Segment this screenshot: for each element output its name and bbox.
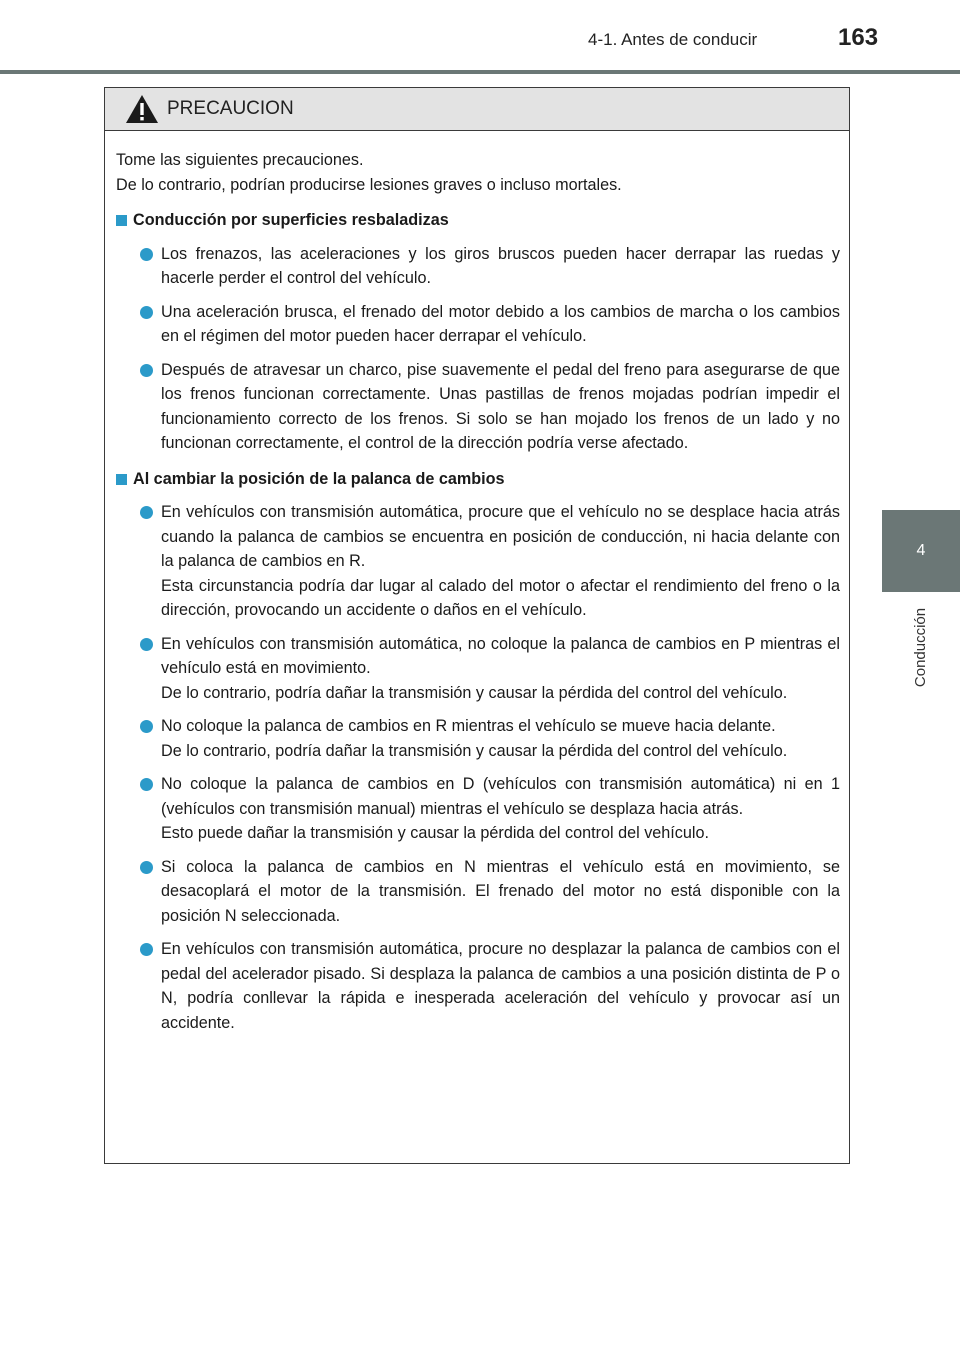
chapter-number: 4 <box>916 542 926 559</box>
bullet-paragraph: No coloque la palanca de cambios en D (vehículos con transmisión automática) ni en 1 (vehículos con transmisión manual) mientras el vehículo se desplaza hacia atrás. <box>161 775 840 818</box>
section-heading <box>116 208 840 233</box>
bullet-text <box>161 772 840 846</box>
bullet-text <box>161 855 840 929</box>
section-heading <box>116 467 840 492</box>
dot-bullet-icon <box>140 778 153 791</box>
dot-bullet-icon <box>140 861 153 874</box>
bullet-paragraph: Si coloca la palanca de cambios en N mientras el vehículo está en movimiento, se desacoplará el motor de la transmisión. El frenado del motor no está disponible con la posición N seleccionada. <box>161 857 840 925</box>
bullet-text <box>161 358 840 456</box>
dot-bullet-icon <box>140 638 153 651</box>
chapter-tab <box>882 510 960 592</box>
bullet-paragraph: Una aceleración brusca, el frenado del motor debido a los cambios de marcha o los cambios en el régimen del motor pueden hacer derrapar el vehículo. <box>161 302 840 345</box>
bullet-paragraph: Los frenazos, las aceleraciones y los giros bruscos pueden hacer derrapar las ruedas y hacerle perder el control del vehículo. <box>161 244 840 287</box>
caution-intro <box>116 148 840 197</box>
caution-sections <box>116 208 840 1035</box>
bullet-text <box>161 500 840 623</box>
dot-bullet-icon <box>140 720 153 733</box>
bullet-item <box>116 714 840 763</box>
square-bullet-icon <box>116 474 127 485</box>
bullet-item <box>116 300 840 349</box>
running-header-section: 4-1. Antes de conducir <box>588 30 758 49</box>
bullet-text <box>161 714 840 763</box>
bullet-text <box>161 937 840 1035</box>
caution-body <box>105 131 849 1035</box>
bullet-text <box>161 242 840 291</box>
bullet-item <box>116 500 840 623</box>
chapter-tab-label <box>882 592 960 702</box>
dot-bullet-icon <box>140 248 153 261</box>
bullet-item <box>116 855 840 929</box>
square-bullet-icon <box>116 215 127 226</box>
caution-header <box>105 88 849 131</box>
bullet-paragraph: De lo contrario, podría dañar la transmisión y causar la pérdida del control del vehículo. <box>161 741 788 760</box>
dot-bullet-icon <box>140 306 153 319</box>
intro-line: De lo contrario, podrían producirse lesiones graves o incluso mortales. <box>116 175 622 194</box>
caution-title: PRECAUCION <box>167 98 294 119</box>
bullet-paragraph: En vehículos con transmisión automática, procure no desplazar la palanca de cambios con el pedal del acelerador pisado. Si desplaza la palanca de cambios a una posición distinta de P o N, podría conllevar la rápida e inesperada aceleración del vehículo y provocar así un accidente. <box>161 940 840 1032</box>
section-heading-text: Al cambiar la posición de la palanca de cambios <box>133 469 505 488</box>
bullet-paragraph: No coloque la palanca de cambios en R mientras el vehículo se mueve hacia delante. <box>161 717 776 735</box>
warning-triangle-icon <box>125 94 159 124</box>
bullet-item <box>116 632 840 706</box>
dot-bullet-icon <box>140 943 153 956</box>
bullet-item <box>116 358 840 456</box>
bullet-text <box>161 632 840 706</box>
dot-bullet-icon <box>140 364 153 377</box>
bullet-text <box>161 300 840 349</box>
dot-bullet-icon <box>140 506 153 519</box>
bullet-paragraph: En vehículos con transmisión automática, no coloque la palanca de cambios en P mientras el vehículo está en movimiento. <box>161 634 840 677</box>
intro-line: Tome las siguientes precauciones. <box>116 151 364 169</box>
bullet-paragraph: En vehículos con transmisión automática, procure que el vehículo no se desplace hacia atrás cuando la palanca de cambios se encuentra en posición de conducción, ni hacia delante con la palanca de cambios en R. <box>161 503 840 570</box>
section-heading-text: Conducción por superficies resbaladizas <box>133 211 449 229</box>
bullet-paragraph: Después de atravesar un charco, pise suavemente el pedal del freno para asegurarse de que los frenos funcionan correctamente. Unas pastillas de frenos mojadas podrían impedir el funcionamiento correcto de los frenos. Si solo se han mojado los frenos de un lado y no funcionan correctamente, el control de la dirección podría verse afectado. <box>161 360 840 452</box>
bullet-item <box>116 772 840 846</box>
header-rule <box>0 70 960 74</box>
bullet-item <box>116 937 840 1035</box>
bullet-paragraph: Esto puede dañar la transmisión y causar la pérdida del control del vehículo. <box>161 824 709 842</box>
bullet-paragraph: Esta circunstancia podría dar lugar al calado del motor o afectar el rendimiento del freno o la dirección, provocando un accidente o daños en el vehículo. <box>161 576 840 619</box>
bullet-item <box>116 242 840 291</box>
bullet-paragraph: De lo contrario, podría dañar la transmisión y causar la pérdida del control del vehículo. <box>161 683 788 702</box>
caution-box <box>104 87 850 1164</box>
page-number: 163 <box>838 24 879 51</box>
chapter-title: Conducción <box>912 607 930 687</box>
